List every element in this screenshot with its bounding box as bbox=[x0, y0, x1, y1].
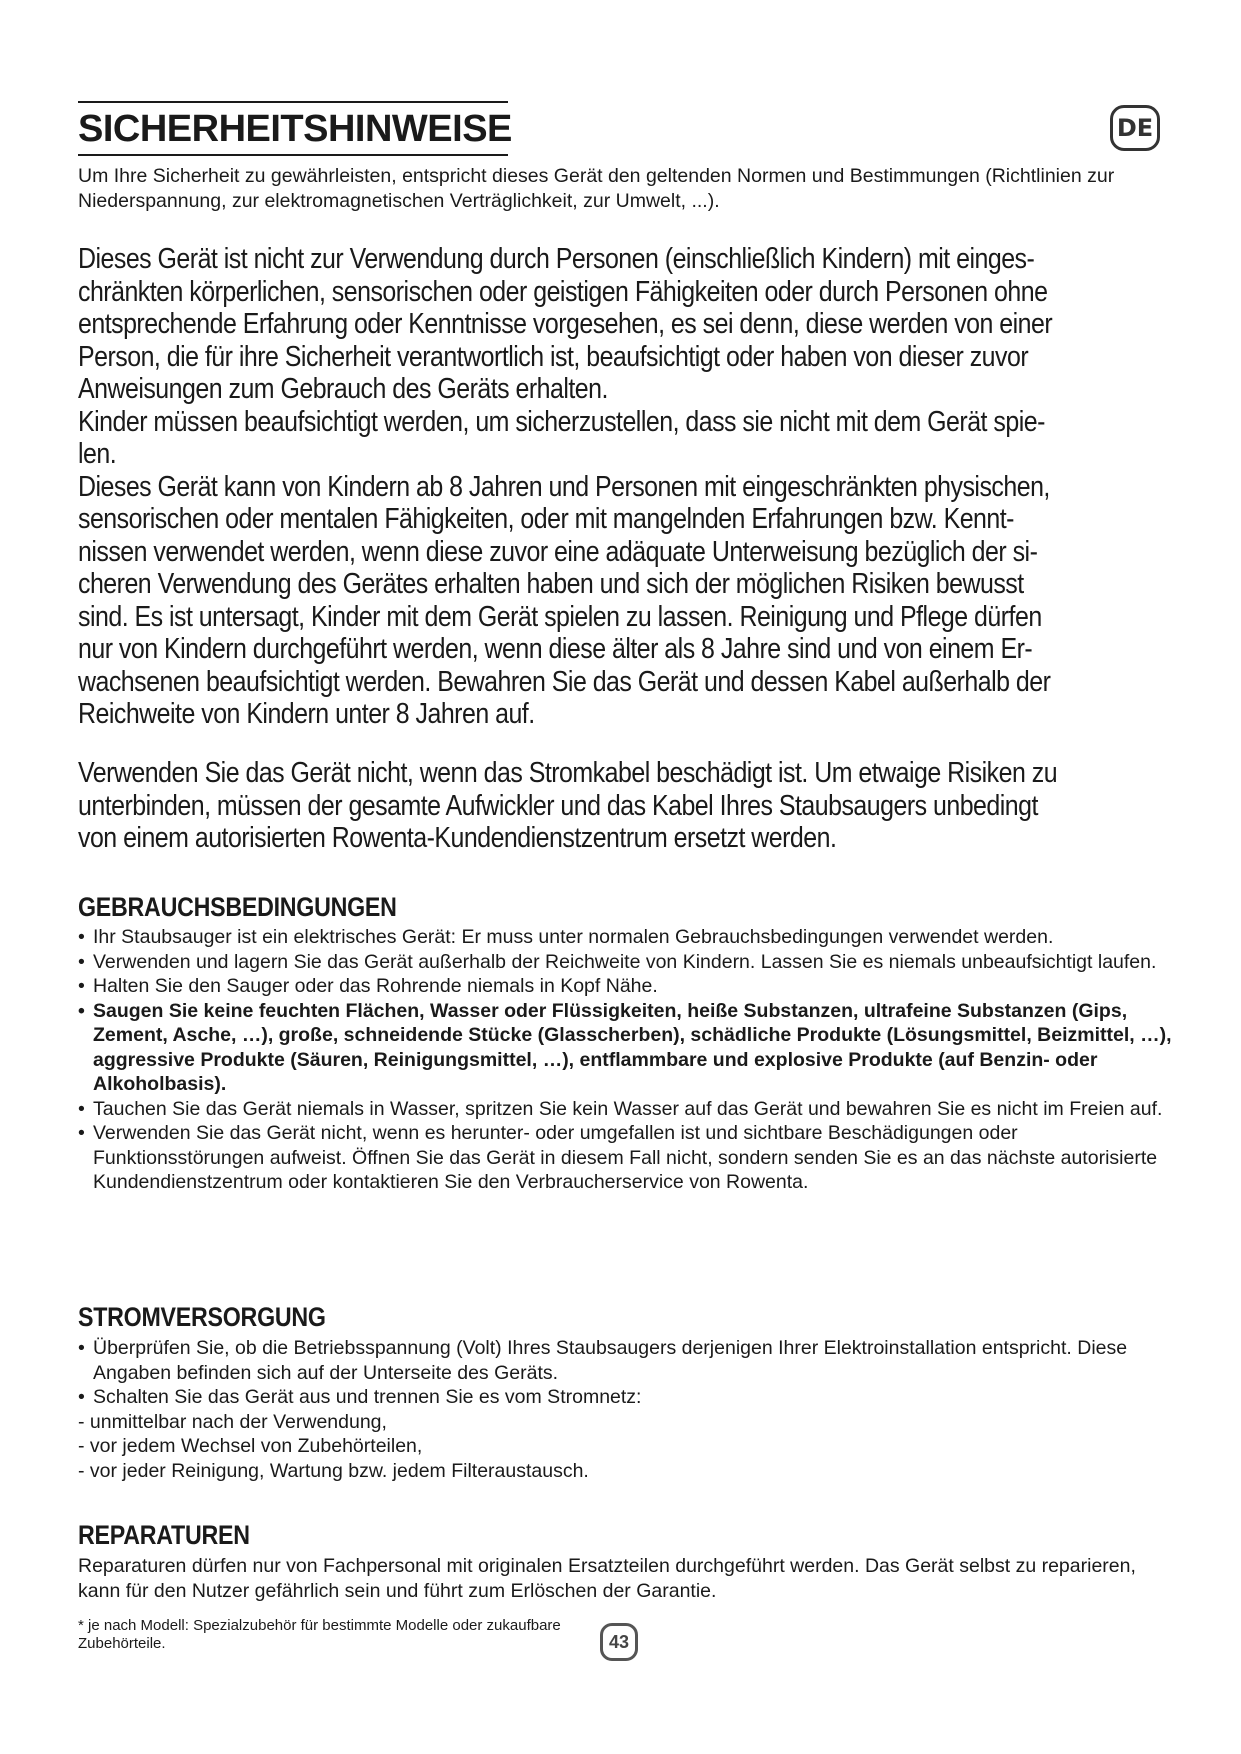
warning-line: chränkten körperlichen, sensorischen oder geistigen Fähigkeiten oder durch Personen ohne bbox=[78, 275, 1048, 308]
strom-list bbox=[78, 1336, 1173, 1483]
page-title: SICHERHEITSHINWEISE bbox=[78, 108, 512, 150]
warning-line: unterbinden, müssen der gesamte Aufwickler und das Kabel Ihres Staubsaugers unbedingt bbox=[78, 789, 1038, 822]
warning-line: Verwenden Sie das Gerät nicht, wenn das Stromkabel beschädigt ist. Um etwaige Risiken zu bbox=[78, 757, 1058, 789]
warning-line: nur von Kindern durchgeführt werden, wenn diese älter als 8 Jahre sind und von einem Er- bbox=[78, 633, 1033, 665]
warning-line: von einem autorisierten Rowenta-Kundendienstzentrum ersetzt werden. bbox=[78, 822, 837, 854]
list-item: • Ihr Staubsauger ist ein elektrisches Gerät: Er muss unter normalen Gebrauchsbedingungen verwendet werden. bbox=[78, 925, 1173, 950]
title-rule-top bbox=[78, 101, 508, 103]
section-heading-reparaturen: REPARATUREN bbox=[78, 1520, 250, 1550]
title-rule-bottom bbox=[78, 154, 508, 156]
list-item: • Halten Sie den Sauger oder das Rohrende niemals in Kopf Nähe. bbox=[78, 974, 1173, 999]
warning-block-cable bbox=[78, 757, 1093, 855]
warning-line: sind. Es ist untersagt, Kinder mit dem Gerät spielen zu lassen. Reinigung und Pflege dürfen bbox=[78, 600, 1042, 633]
list-item: • Überprüfen Sie, ob die Betriebsspannung (Volt) Ihres Staubsaugers derjenigen Ihrer Elektroinstallation entspricht. Diese Angaben befinden sich auf der Unterseite des Geräts. bbox=[78, 1336, 1173, 1385]
warning-line: entsprechende Erfahrung oder Kenntnisse vorgesehen, es sei denn, diese werden von einer bbox=[78, 308, 1053, 340]
warning-line: wachsenen beaufsichtigt werden. Bewahren Sie das Gerät und dessen Kabel außerhalb der bbox=[78, 665, 1051, 698]
gebrauch-list bbox=[78, 925, 1173, 1195]
reparaturen-text: Reparaturen dürfen nur von Fachpersonal mit originalen Ersatzteilen durchgeführt werden. Das Gerät selbst zu reparieren, kann für den Nutzer gefährlich sein und führt zum Erlöschen der Garantie. bbox=[78, 1555, 1136, 1602]
list-item: • Verwenden Sie das Gerät nicht, wenn es herunter- oder umgefallen ist und sichtbare Beschädigungen oder Funktionsstörungen aufweist. Öffnen Sie das Gerät in diesem Fall nicht, sondern senden Sie es an das nächste autorisierte Kundendienstzentrum oder kontaktieren Sie den Verbraucherservice von Rowenta. bbox=[78, 1121, 1173, 1195]
warning-block-children bbox=[78, 243, 1093, 731]
dash-item: - vor jeder Reinigung, Wartung bzw. jedem Filteraustausch. bbox=[78, 1459, 589, 1482]
section-heading-strom: STROMVERSORGUNG bbox=[78, 1302, 326, 1332]
list-item: • Verwenden und lagern Sie das Gerät außerhalb der Reichweite von Kindern. Lassen Sie es niemals unbeaufsichtigt laufen. bbox=[78, 950, 1173, 975]
dash-item: - unmittelbar nach der Verwendung, bbox=[78, 1410, 387, 1433]
dash-item: - vor jedem Wechsel von Zubehörteilen, bbox=[78, 1435, 423, 1457]
page-number: 43 bbox=[600, 1623, 638, 1661]
warning-line: len. bbox=[78, 438, 117, 470]
warning-line: Reichweite von Kindern unter 8 Jahren auf. bbox=[78, 698, 535, 730]
section-heading-gebrauch: GEBRAUCHSBEDINGUNGEN bbox=[78, 892, 397, 922]
list-item: • Schalten Sie das Gerät aus und trennen Sie es vom Stromnetz: bbox=[78, 1385, 1173, 1410]
intro-text: Um Ihre Sicherheit zu gewährleisten, entspricht dieses Gerät den geltenden Normen und Bestimmungen (Richtlinien zur Niederspannung, zur elektromagnetischen Verträglichkeit, zur Umwelt, ...). bbox=[78, 165, 1115, 212]
language-badge: DE bbox=[1110, 105, 1160, 151]
warning-line: cheren Verwendung des Gerätes erhalten haben und sich der möglichen Risiken bewusst bbox=[78, 568, 1024, 600]
warning-line: Person, die für ihre Sicherheit verantwortlich ist, beaufsichtigt oder haben von dieser zuvor bbox=[78, 340, 1029, 373]
footnote: * je nach Modell: Spezialzubehör für bestimmte Modelle oder zukaufbare Zubehörteile. bbox=[78, 1617, 561, 1652]
warning-line: Anweisungen zum Gebrauch des Geräts erhalten. bbox=[78, 373, 608, 405]
list-item: • Tauchen Sie das Gerät niemals in Wasser, spritzen Sie kein Wasser auf das Gerät und bewahren Sie es nicht im Freien auf. bbox=[78, 1097, 1173, 1122]
warning-line: Dieses Gerät kann von Kindern ab 8 Jahren und Personen mit eingeschränkten physischen, bbox=[78, 470, 1050, 503]
warning-line: sensorischen oder mentalen Fähigkeiten, oder mit mangelnden Erfahrungen bzw. Kennt- bbox=[78, 503, 1014, 535]
list-item-bold-warning: • Saugen Sie keine feuchten Flächen, Wasser oder Flüssigkeiten, heiße Substanzen, ultrafeine Substanzen (Gips, Zement, Asche, …), große, schneidende Stücke (Glasscherben), schädliche Produkte (Lösungsmittel, Beizmittel, …), aggressive Produkte (Säuren, Reinigungsmittel, …), entflammbare und explosive Produkte (auf Benzin- oder Alkoholbasis). bbox=[78, 999, 1173, 1097]
warning-line: nissen verwendet werden, wenn diese zuvor eine adäquate Unterweisung bezüglich der si- bbox=[78, 535, 1038, 568]
warning-line: Kinder müssen beaufsichtigt werden, um sicherzustellen, dass sie nicht mit dem Gerät spie- bbox=[78, 405, 1045, 438]
warning-line: Dieses Gerät ist nicht zur Verwendung durch Personen (einschließlich Kindern) mit einges- bbox=[78, 243, 1035, 275]
